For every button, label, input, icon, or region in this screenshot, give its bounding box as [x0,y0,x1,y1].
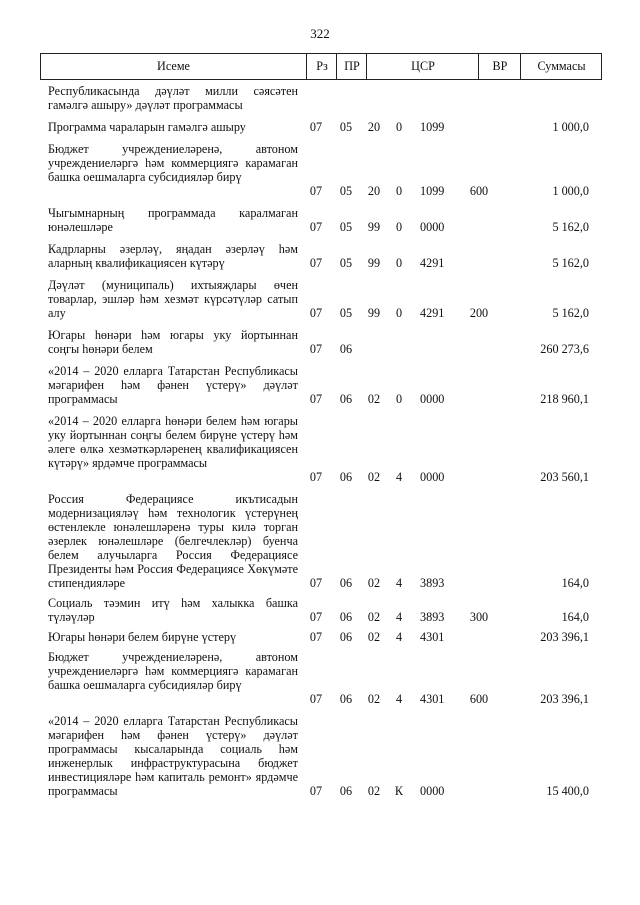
row-vr: 600 [469,184,489,198]
row-csr-program: 02 [367,392,381,406]
row-csr-program: 20 [367,120,381,134]
row-sum: 164,0 [561,576,589,590]
row-csr-subprogram: 0 [395,120,403,134]
row-name: «2014 – 2020 елларга һөнәри белем һәм югары уку йортыннан соңгы белем бирүне үстерү һәм әлеге өлкә хезмәткәрләренең квалификациясен күтәрү» ярдәмче программасы [48,414,298,470]
row-pr: 06 [339,784,353,798]
table-row [0,242,640,270]
header-sum: Суммасы [520,54,602,79]
row-csr-program: 02 [367,630,381,644]
row-csr-code: 0000 [420,220,445,234]
table-row [0,630,640,644]
row-name: Социаль тәэмин итү һәм халыкка башка түләүләр [48,596,298,624]
row-csr-code: 3893 [420,576,445,590]
table-header [40,53,602,80]
row-sum: 203 396,1 [540,630,589,644]
row-csr-program: 02 [367,610,381,624]
row-csr-subprogram: 4 [395,610,403,624]
row-rz: 07 [309,692,323,706]
row-sum: 5 162,0 [552,256,589,270]
row-sum: 260 273,6 [540,342,589,356]
row-csr-subprogram: 0 [395,392,403,406]
page-number: 322 [310,26,330,41]
table-row [0,278,640,320]
header-vr: ВР [478,54,521,79]
row-name: «2014 – 2020 елларга Татарстан Республикасы мәгарифен һәм фәнен үстерү» дәүләт программасы кысаларында социаль һәм инженерлык инфраструктурасына бюджет инвестицияләре һәм капиталь ремонт» ярдәмче программасы [48,714,298,798]
row-rz: 07 [309,610,323,624]
row-sum: 218 960,1 [540,392,589,406]
row-csr-subprogram: 0 [395,184,403,198]
table-row [0,328,640,356]
row-rz: 07 [309,630,323,644]
row-pr: 06 [339,692,353,706]
row-rz: 07 [309,392,323,406]
row-sum: 5 162,0 [552,220,589,234]
row-rz: 07 [309,120,323,134]
row-csr-subprogram: 0 [395,306,403,320]
row-csr-subprogram: 4 [395,630,403,644]
row-rz: 07 [309,306,323,320]
row-csr-program: 02 [367,470,381,484]
row-csr-program: 99 [367,306,381,320]
row-csr-subprogram: К [394,784,404,798]
row-csr-program: 20 [367,184,381,198]
table-row [0,364,640,406]
table-row [0,492,640,590]
row-csr-code: 0000 [420,470,445,484]
row-rz: 07 [309,256,323,270]
row-csr-code: 1099 [420,184,445,198]
row-rz: 07 [309,470,323,484]
row-csr-code: 4291 [420,256,445,270]
table-row [0,414,640,484]
row-csr-code: 4301 [420,630,445,644]
row-csr-code: 0000 [420,784,445,798]
header-name: Исеме [157,59,190,73]
table-row [0,120,640,134]
row-pr: 05 [339,220,353,234]
row-pr: 06 [339,470,353,484]
row-csr-code: 1099 [420,120,445,134]
row-name: Бюджет учреждениеләренә, автоном учреждениеләргә һәм коммерциягә карамаган башка оешмаларга субсидияләр бирү [48,142,298,184]
row-vr: 200 [469,306,489,320]
row-name: Югары һөнәри белем бирүне үстерү [48,630,237,644]
row-rz: 07 [309,220,323,234]
row-csr-subprogram: 4 [395,470,403,484]
row-name: Программа чараларын гамәлгә ашыру [48,120,246,134]
row-name: Дәүләт (муниципаль) ихтыяҗлары өчен товарлар, эшләр һәм хезмәт күрсәтүләр сатып алу [48,278,298,320]
row-name: Бюджет учреждениеләренә, автоном учреждениеләргә һәм коммерциягә карамаган башка оешмаларга субсидияләр бирү [48,650,298,692]
row-sum: 164,0 [561,610,589,624]
table-row [0,142,640,198]
row-csr-subprogram: 0 [395,256,403,270]
row-csr-code: 4291 [420,306,445,320]
table-row [0,84,640,112]
row-pr: 06 [339,610,353,624]
row-name: Югары һөнәри һәм югары уку йортыннан соңгы һөнәри белем [48,328,298,356]
row-name: Россия Федерациясе икътисадын модернизацияләү һәм технологик үстерүнең өстенлекле юнәлешләренә туры килә торган әзерлек юнәлешләре (белгечлекләр) буенча белем алучыларга Россия Федерациясе Президенты һәм Россия Федерациясе Хөкүмәте стипендияләре [48,492,298,590]
row-csr-code: 4301 [420,692,445,706]
row-csr-subprogram: 0 [395,220,403,234]
row-pr: 05 [339,120,353,134]
row-name: Чыгымнарның программада каралмаган юнәлешләре [48,206,298,234]
table-row [0,714,640,798]
row-sum: 203 560,1 [540,470,589,484]
row-name: Кадрларны әзерләү, яңадан әзерләү һәм аларның квалификациясен күтәрү [48,242,298,270]
row-csr-code: 0000 [420,392,445,406]
row-sum: 15 400,0 [546,784,589,798]
row-csr-code: 3893 [420,610,445,624]
row-csr-subprogram: 4 [395,576,403,590]
table-body [0,84,640,798]
row-sum: 1 000,0 [552,184,589,198]
row-sum: 203 396,1 [540,692,589,706]
row-pr: 06 [339,342,353,356]
row-vr: 300 [469,610,489,624]
row-csr-subprogram: 4 [395,692,403,706]
table-row [0,206,640,234]
row-csr-program: 02 [367,784,381,798]
row-rz: 07 [309,576,323,590]
table-row [0,596,640,624]
row-pr: 06 [339,630,353,644]
row-pr: 06 [339,392,353,406]
header-rz: Рз [306,54,337,79]
row-pr: 05 [339,256,353,270]
header-pr: ПР [336,54,367,79]
row-rz: 07 [309,342,323,356]
row-csr-program: 02 [367,576,381,590]
row-vr: 600 [469,692,489,706]
row-name: «2014 – 2020 елларга Татарстан Республикасы мәгарифен һәм фәнен үстерү» дәүләт программасы [48,364,298,406]
row-rz: 07 [309,784,323,798]
row-csr-program: 99 [367,256,381,270]
row-csr-program: 99 [367,220,381,234]
table-row [0,650,640,706]
header-csr: ЦСР [366,54,479,79]
row-name: Республикасында дәүләт милли сәясәтен гамәлгә ашыру» дәүләт программасы [48,84,298,112]
row-pr: 06 [339,576,353,590]
row-sum: 1 000,0 [552,120,589,134]
row-csr-program: 02 [367,692,381,706]
row-sum: 5 162,0 [552,306,589,320]
row-pr: 05 [339,184,353,198]
row-rz: 07 [309,184,323,198]
row-pr: 05 [339,306,353,320]
